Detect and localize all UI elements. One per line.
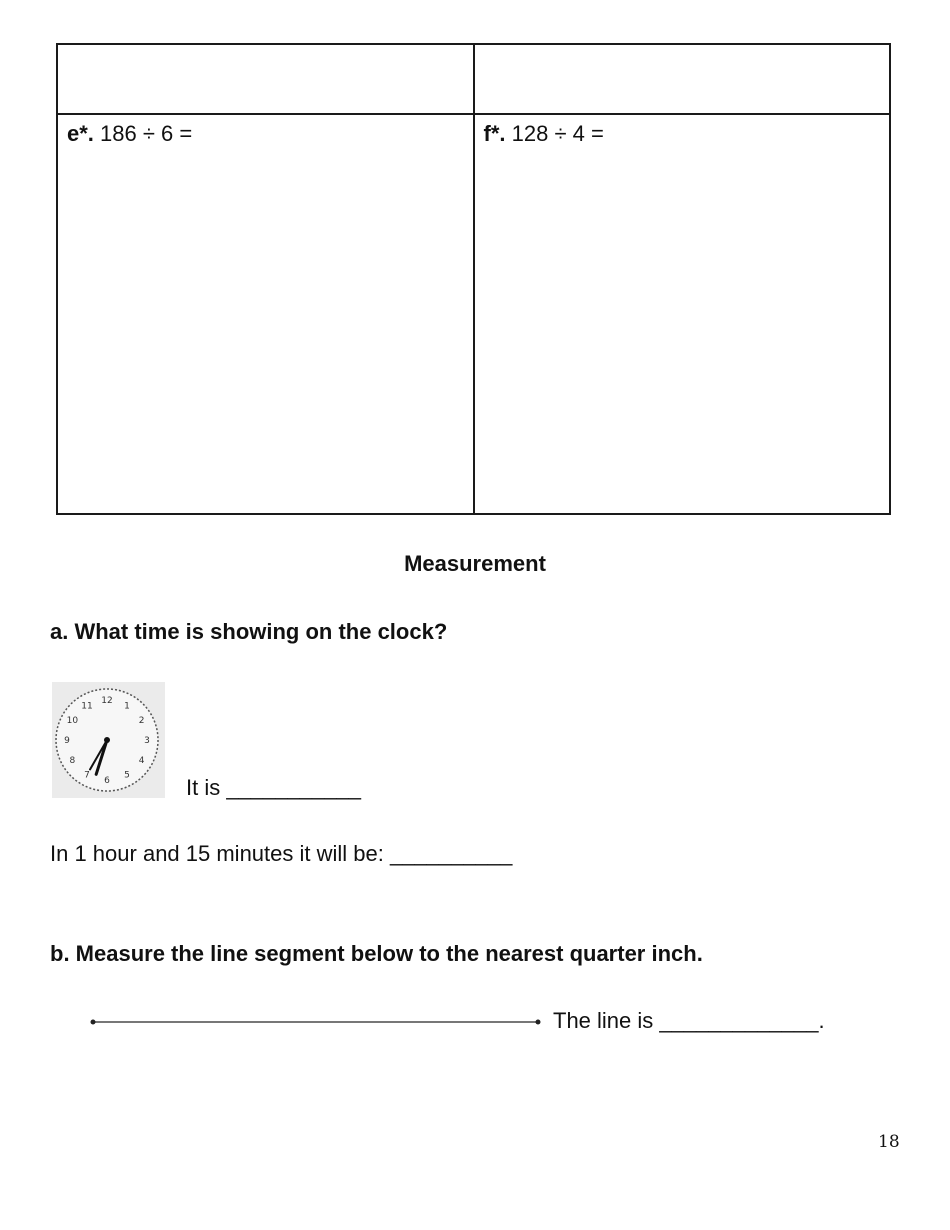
question-b-prompt: b. Measure the line segment below to the nearest quarter inch. <box>50 941 703 966</box>
future-time-answer-line[interactable]: In 1 hour and 15 minutes it will be: __________ <box>50 841 513 866</box>
problem-cell-e[interactable] <box>57 114 474 514</box>
segment-endpoint-right <box>536 1020 541 1025</box>
clock-numeral: 7 <box>84 770 90 781</box>
page-number: 18 <box>878 1132 900 1152</box>
section-title: Measurement <box>404 551 546 576</box>
clock-numeral: 8 <box>69 756 76 766</box>
clock-numeral: 9 <box>64 736 70 746</box>
problem-label: f*. <box>483 121 506 146</box>
clock-icon <box>52 682 165 798</box>
problem-label: e*. <box>67 121 94 146</box>
clock-numeral: 12 <box>101 696 113 706</box>
blank-cell-right <box>474 44 891 114</box>
clock-numeral: 3 <box>144 736 150 746</box>
clock-numeral: 5 <box>124 770 130 781</box>
clock-numeral: 10 <box>66 716 79 726</box>
clock-numeral: 4 <box>138 756 145 766</box>
clock-numeral: 6 <box>104 776 110 786</box>
table-row <box>57 114 890 514</box>
clock-numeral: 11 <box>81 701 93 712</box>
line-segment <box>90 1013 542 1031</box>
clock-numeral: 1 <box>124 701 130 712</box>
blank-cell-left <box>57 44 474 114</box>
clock-image <box>52 682 165 798</box>
clock-numeral: 2 <box>138 716 145 726</box>
problem-expression: 128 ÷ 4 = <box>511 121 604 146</box>
problem-cell-f[interactable] <box>474 114 891 514</box>
time-answer-line[interactable]: It is ___________ <box>186 775 361 800</box>
line-answer-line[interactable]: The line is _____________. <box>553 1008 825 1033</box>
table-row <box>57 44 890 114</box>
segment-endpoint-left <box>91 1020 96 1025</box>
problem-expression: 186 ÷ 6 = <box>100 121 193 146</box>
clock-center <box>104 737 110 743</box>
work-table <box>56 43 891 515</box>
question-a-prompt: a. What time is showing on the clock? <box>50 619 448 644</box>
